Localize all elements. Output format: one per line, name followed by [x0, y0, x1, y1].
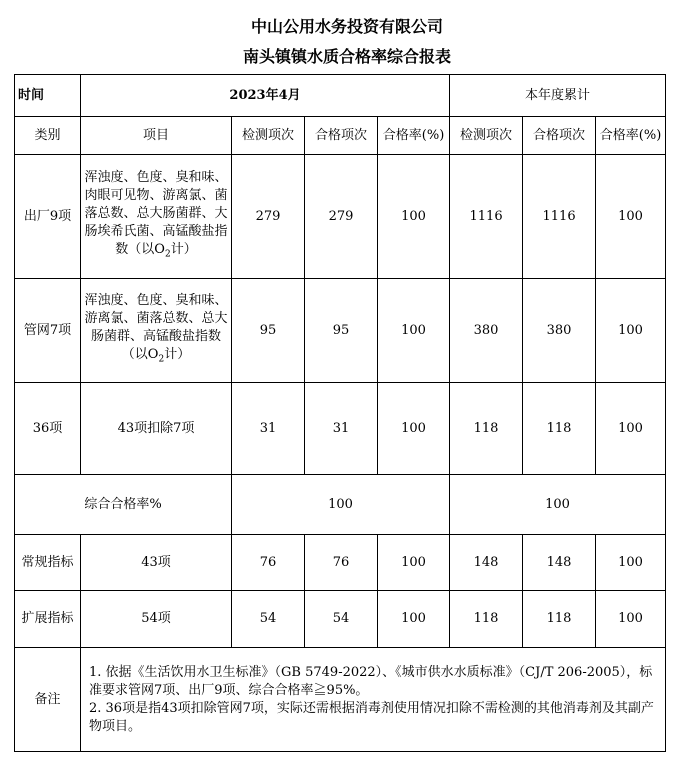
item-header: 项目 — [81, 117, 232, 155]
category-header: 类别 — [15, 117, 81, 155]
category-cell: 扩展指标 — [15, 591, 81, 648]
category-cell: 管网7项 — [15, 279, 81, 383]
header-row-2 — [15, 117, 666, 155]
item-subscript: 2 — [164, 249, 171, 260]
item-text: 浑浊度、色度、臭和味、游离氯、菌落总数、总大肠菌群、高锰酸盐指数（以O — [84, 293, 228, 363]
ytd-rate-cell: 100 — [596, 535, 666, 591]
month-rate-cell: 100 — [378, 279, 450, 383]
item-subscript: 2 — [158, 354, 165, 365]
month-tested-cell: 95 — [232, 279, 305, 383]
item-cell: 43项扣除7项 — [81, 383, 232, 475]
table-row — [15, 591, 666, 648]
notes-content — [81, 648, 666, 752]
ytd-passed-cell: 118 — [523, 591, 596, 648]
month-rate-cell: 100 — [378, 535, 450, 591]
month-label: 2023年4月 — [81, 75, 450, 117]
month-tested-cell: 279 — [232, 155, 305, 279]
month-rate-header: 合格率(%) — [378, 117, 450, 155]
report-company-title: 中山公用水务投资有限公司 — [250, 17, 443, 36]
category-cell: 出厂9项 — [15, 155, 81, 279]
ytd-tested-cell: 118 — [450, 591, 523, 648]
item-cell — [81, 155, 232, 279]
month-tested-cell: 54 — [232, 591, 305, 648]
item-tail: 计） — [170, 242, 197, 258]
month-passed-cell: 76 — [305, 535, 378, 591]
ytd-rate-header: 合格率(%) — [596, 117, 666, 155]
overall-rate-label: 综合合格率% — [15, 475, 232, 535]
month-tested-cell: 31 — [232, 383, 305, 475]
ytd-tested-cell: 380 — [450, 279, 523, 383]
table-row — [15, 535, 666, 591]
ytd-passed-cell: 380 — [523, 279, 596, 383]
ytd-rate-cell: 100 — [596, 591, 666, 648]
category-cell: 常规指标 — [15, 535, 81, 591]
table-row — [15, 155, 666, 279]
ytd-rate-cell: 100 — [596, 383, 666, 475]
ytd-label: 本年度累计 — [450, 75, 666, 117]
item-text: 浑浊度、色度、臭和味、肉眼可见物、游离氯、菌落总数、总大肠菌群、大肠埃希氏菌、高锰酸盐指数（以O — [84, 170, 228, 258]
ytd-rate-cell: 100 — [596, 155, 666, 279]
month-tested-header: 检测项次 — [232, 117, 305, 155]
note-1: 1. 依据《生活饮用水卫生标准》（GB 5749-2022）、《城市供水水质标准》（CJ/T 206-2005），标准要求管网7项、出厂9项、综合合格率≧95%。 — [89, 664, 653, 698]
table-row — [15, 383, 666, 475]
ytd-tested-cell: 118 — [450, 383, 523, 475]
report-title: 南头镇镇水质合格率综合报表 — [242, 47, 451, 66]
water-quality-table — [14, 74, 666, 752]
overall-rate-row — [15, 475, 666, 535]
ytd-tested-header: 检测项次 — [450, 117, 523, 155]
ytd-tested-cell: 1116 — [450, 155, 523, 279]
ytd-passed-header: 合格项次 — [523, 117, 596, 155]
item-tail: 计） — [164, 347, 191, 363]
month-passed-header: 合格项次 — [305, 117, 378, 155]
month-passed-cell: 54 — [305, 591, 378, 648]
ytd-passed-cell: 1116 — [523, 155, 596, 279]
time-label: 时间 — [15, 75, 81, 117]
month-rate-cell: 100 — [378, 591, 450, 648]
month-rate-cell: 100 — [378, 383, 450, 475]
month-passed-cell: 95 — [305, 279, 378, 383]
month-passed-cell: 31 — [305, 383, 378, 475]
ytd-passed-cell: 148 — [523, 535, 596, 591]
ytd-tested-cell: 148 — [450, 535, 523, 591]
notes-label: 备注 — [15, 648, 81, 752]
overall-month-value: 100 — [232, 475, 450, 535]
item-cell: 54项 — [81, 591, 232, 648]
header-row-1 — [15, 75, 666, 117]
overall-ytd-value: 100 — [450, 475, 666, 535]
notes-row — [15, 648, 666, 752]
category-cell: 36项 — [15, 383, 81, 475]
ytd-rate-cell: 100 — [596, 279, 666, 383]
month-passed-cell: 279 — [305, 155, 378, 279]
item-cell — [81, 279, 232, 383]
month-rate-cell: 100 — [378, 155, 450, 279]
ytd-passed-cell: 118 — [523, 383, 596, 475]
note-2: 2. 36项是指43项扣除管网7项，实际还需根据消毒剂使用情况扣除不需检测的其他消毒剂及其副产物项目。 — [89, 700, 654, 734]
table-row — [15, 279, 666, 383]
month-tested-cell: 76 — [232, 535, 305, 591]
item-cell: 43项 — [81, 535, 232, 591]
